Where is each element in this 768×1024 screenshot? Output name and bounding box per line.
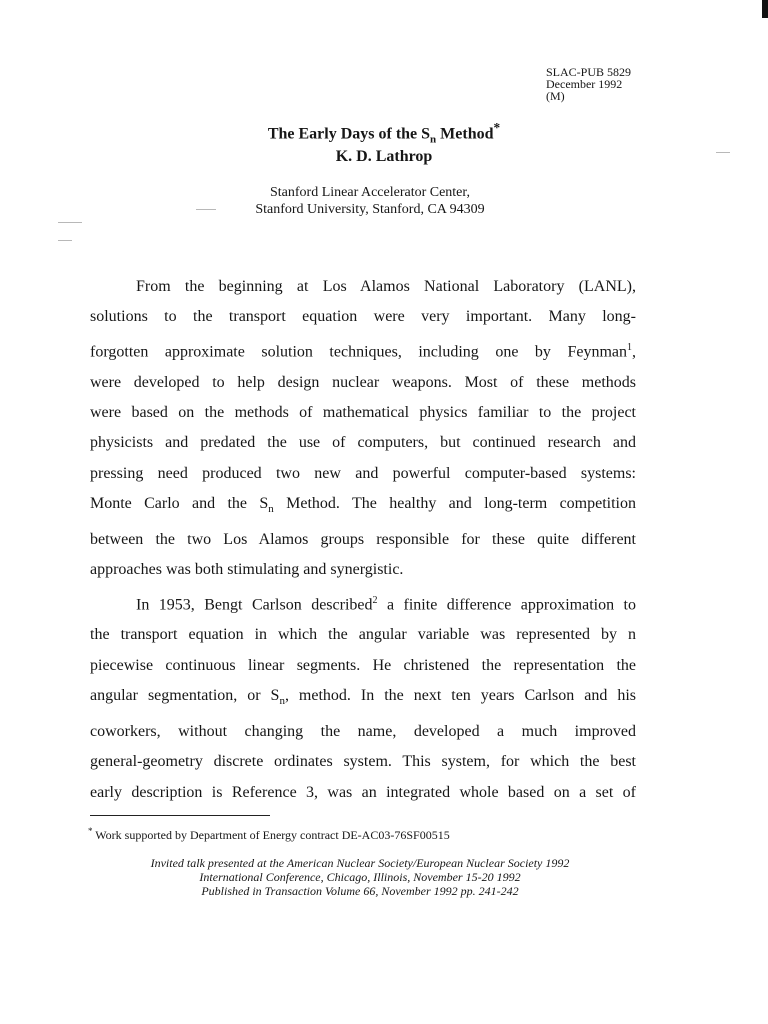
body-line: early description is Reference 3, was an integrated whole based on a set of [90, 783, 636, 801]
body-line: solutions to the transport equation were very important. Many long- [90, 308, 636, 326]
report-identifier [546, 66, 631, 102]
body-line: general-geometry discrete ordinates system. This system, for which the best [90, 753, 636, 771]
title-footnote-marker: * [493, 120, 501, 135]
reference-marker: 1 [627, 341, 632, 353]
affiliation [0, 184, 740, 218]
affiliation-line: Stanford Linear Accelerator Center, [269, 185, 470, 200]
footnote [88, 826, 450, 843]
report-code: (M) [546, 89, 565, 103]
invited-line: Published in Transaction Volume 66, November 1992 pp. 241-242 [201, 884, 519, 898]
subscript-n: n [268, 503, 274, 516]
report-number: SLAC-PUB 5829 [546, 65, 632, 79]
body-line-text: angular segmentation, or S [90, 687, 280, 705]
body-line: coworkers, without changing the name, developed a much improved [90, 722, 636, 740]
body-line-text: Monte Carlo and the S [90, 495, 269, 513]
body-line [90, 489, 636, 525]
body-line: the transport equation in which the angular variable was represented by n [90, 626, 636, 644]
body-line: between the two Los Alamos groups responsible for these quite different [90, 530, 636, 548]
reference-marker: 2 [372, 594, 378, 606]
scan-speck [58, 222, 82, 223]
body-line-text: In 1953, Bengt Carlson described [136, 595, 373, 613]
invited-line: Invited talk presented at the American Nuclear Society/European Nuclear Society 1992 [150, 856, 570, 870]
body-line: were based on the methods of mathematical physics familiar to the project [90, 403, 636, 421]
body-line-text: , [632, 343, 636, 361]
paper-title [0, 120, 768, 146]
title-text-end: Method [436, 125, 494, 143]
footnote-marker: * [88, 826, 93, 836]
subscript-n: n [279, 695, 285, 708]
body-line: were developed to help design nuclear weapons. Most of these methods [90, 373, 636, 391]
body-line: pressing need produced two new and powerful computer-based systems: [90, 464, 636, 482]
title-text: The Early Days of the S [267, 125, 431, 143]
body-line [90, 333, 636, 368]
footnote-text: Work supported by Department of Energy contract DE-AC03-76SF00515 [92, 828, 450, 842]
report-date: December 1992 [546, 77, 623, 91]
body-line-text: a finite difference approximation to [377, 595, 637, 613]
body-line-text: forgotten approximate solution techniques, including one by Feynman [90, 343, 627, 361]
title-subscript: n [430, 133, 437, 146]
body-line: physicists and predated the use of computers, but continued research and [90, 434, 636, 452]
invited-talk-note [0, 856, 720, 898]
body-line: approaches was both stimulating and synergistic. [90, 561, 404, 579]
affiliation-line: Stanford University, Stanford, CA 94309 [255, 202, 485, 217]
body-line [90, 586, 636, 621]
body-line [90, 681, 636, 717]
scan-edge-mark [762, 0, 768, 18]
body-line-text: , method. In the next ten years Carlson and his [284, 687, 637, 705]
footnote-rule [90, 815, 270, 816]
body-text [90, 272, 636, 808]
body-line: From the beginning at Los Alamos National Laboratory (LANL), [136, 278, 636, 295]
body-line-text: Method. The healthy and long-term competition [273, 495, 637, 513]
invited-line: International Conference, Chicago, Illinois, November 15-20 1992 [199, 870, 521, 884]
body-line: piecewise continuous linear segments. He christened the representation the [90, 656, 636, 674]
scan-speck [58, 240, 72, 241]
author-name: K. D. Lathrop [335, 148, 433, 165]
